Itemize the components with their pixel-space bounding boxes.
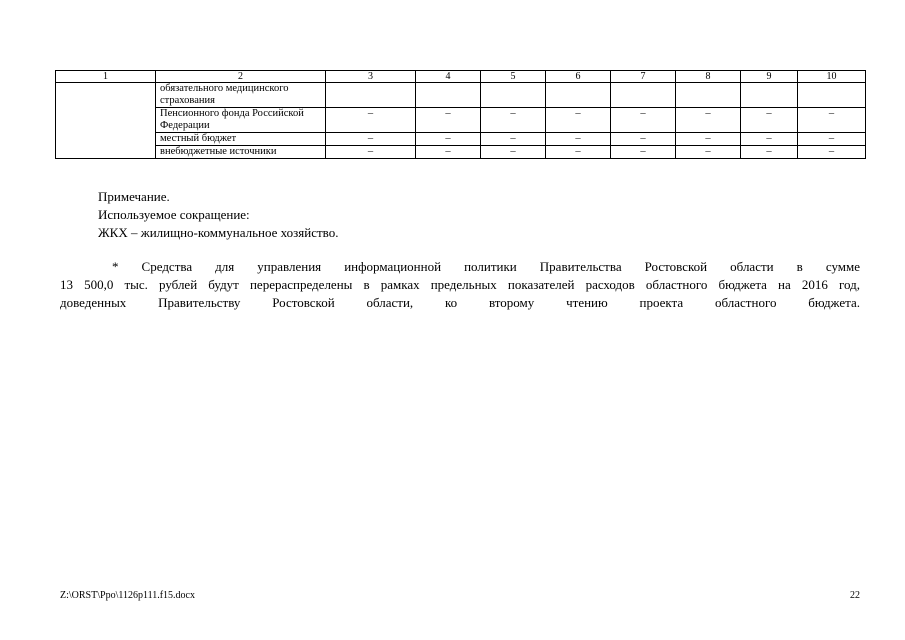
abbreviation-definition: ЖКХ – жилищно-коммунальное хозяйство. [98, 225, 339, 240]
table-cell: – [798, 133, 866, 146]
table-cell: – [416, 108, 481, 133]
table-cell: – [798, 146, 866, 159]
column-header: 7 [611, 71, 676, 83]
table-cell [546, 83, 611, 108]
table-cell: – [741, 108, 798, 133]
table-cell: – [611, 133, 676, 146]
column-header: 9 [741, 71, 798, 83]
row-label: внебюджетные источники [156, 146, 326, 159]
table-row [56, 83, 866, 108]
table-cell: – [741, 146, 798, 159]
table-cell: – [676, 108, 741, 133]
table-cell: – [676, 133, 741, 146]
table-cell: – [326, 146, 416, 159]
footnote-line: * Средства для управления информационной политики Правительства Ростовской области в сумме [112, 259, 860, 274]
table-cell [611, 83, 676, 108]
table-cell: – [481, 108, 546, 133]
column-header: 3 [326, 71, 416, 83]
page-number: 22 [850, 590, 860, 601]
abbreviation-heading: Используемое сокращение: [98, 207, 250, 222]
document-file-path: Z:\ORST\Ppo\1126p111.f15.docx [60, 590, 195, 601]
table-cell: – [416, 133, 481, 146]
table-row [56, 146, 866, 159]
table-cell: – [546, 108, 611, 133]
column-header: 5 [481, 71, 546, 83]
column-header: 6 [546, 71, 611, 83]
table-row [56, 108, 866, 133]
column-header: 10 [798, 71, 866, 83]
table-cell [326, 83, 416, 108]
table-cell: – [546, 146, 611, 159]
table-cell: – [481, 133, 546, 146]
table-header-row [56, 71, 866, 83]
footnote-line: доведенных Правительству Ростовской области, ко второму чтению проекта областного бюджета. [60, 295, 860, 310]
table-cell: – [326, 133, 416, 146]
row-label: Пенсионного фонда Российской Федерации [156, 108, 326, 133]
merged-number-cell [56, 83, 156, 159]
footnote-paragraph [60, 258, 860, 312]
column-header: 2 [156, 71, 326, 83]
row-label: обязательного медицинского страхования [156, 83, 326, 108]
table-cell: – [676, 146, 741, 159]
table-cell [798, 83, 866, 108]
table-cell: – [416, 146, 481, 159]
notes-heading: Примечание. [98, 189, 170, 204]
table-cell: – [798, 108, 866, 133]
footnote-line: 13 500,0 тыс. рублей будут перераспределены в рамках предельных показателей расходов областного бюджета на 2016 год, [60, 277, 860, 292]
table-cell: – [481, 146, 546, 159]
column-header: 4 [416, 71, 481, 83]
table-cell: – [546, 133, 611, 146]
table-cell: – [741, 133, 798, 146]
notes-block [98, 188, 338, 242]
table-cell [676, 83, 741, 108]
table-cell [481, 83, 546, 108]
table-cell [416, 83, 481, 108]
table-cell [741, 83, 798, 108]
column-header: 1 [56, 71, 156, 83]
budget-table [55, 70, 866, 159]
row-label: местный бюджет [156, 133, 326, 146]
column-header: 8 [676, 71, 741, 83]
table-cell: – [611, 146, 676, 159]
table-cell: – [326, 108, 416, 133]
table-row [56, 133, 866, 146]
table-cell: – [611, 108, 676, 133]
